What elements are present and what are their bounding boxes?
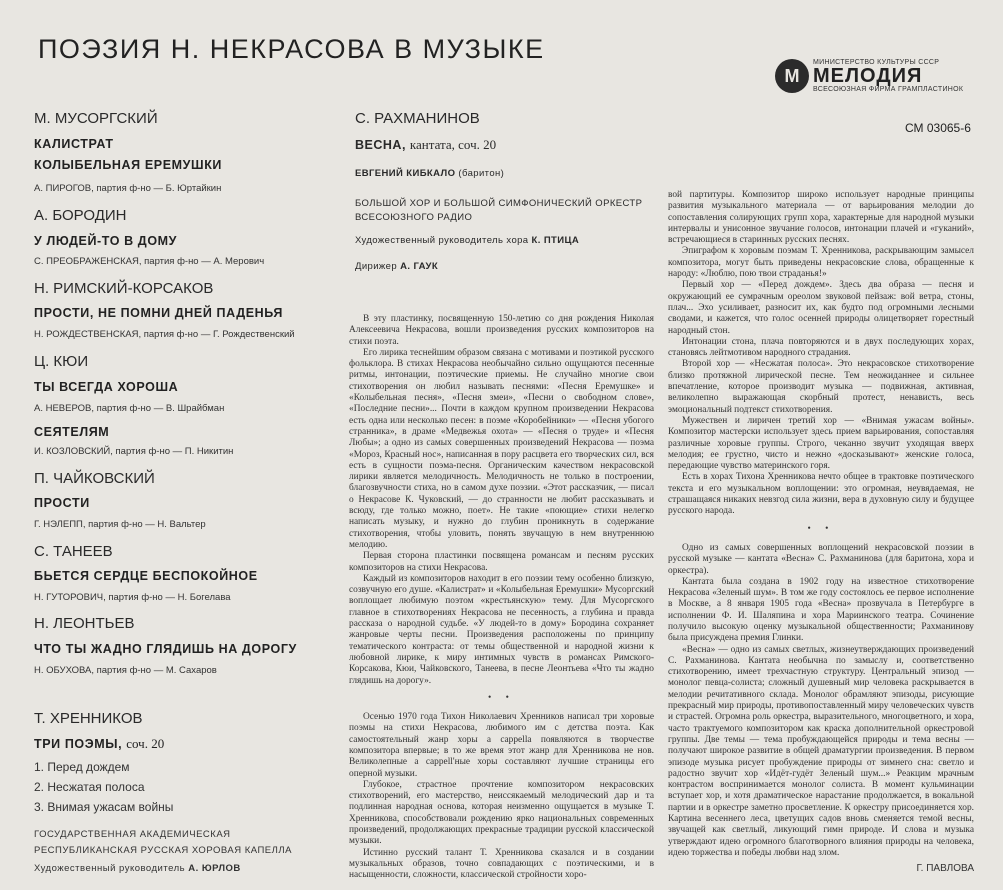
- soloist-line: ЕВГЕНИЙ КИБКАЛО (баритон): [355, 168, 505, 179]
- section-divider: • •: [807, 523, 835, 534]
- section-divider: • •: [488, 692, 515, 703]
- choir-director: Художественный руководитель А. ЮРЛОВ: [34, 863, 241, 874]
- annotation-column-1: В эту пластинку, посвященную 150-летию со дня рождения Николая Алексеевича Некрасова, вошли произведения русских композиторов на стихи поэта. Его лирика теснейшим образом связана с мотивами и поэтикой русского фольклора. В стихах Некрасова необычайно сильно ощущаются песенные ритмы, интонации, поэтические приемы. Не случайно многие свои стихотворения он любил называть песнями: «Песня Еремушке» и «Колыбельная песня», «Песня змеи», «Песни о свободном слове», «Последние песни»... Почти в каждом крупном произведении Некрасова есть одна или несколько песен: в поэме «Коробейники» — «Песня убогого странника», в драме «Медвежья охота» — «Песня о труде» и «Песня Любы»; а одно из самых совершенных произведений Некрасова — поэма «Мороз, Красный нос», написанная в пору расцвета его творческих сил, вся есть в сущности поэма-песня. Органическим качеством некрасовской лирики является мелодичность. Мелодичность не только в построении, благозвучности стиха, но в самом духе поэзии. «Этот рассказчик, — писал о Некрасове К. Чуковский, — до странности не любит рассказывать и всюду, где только можно, поет». Не такие «поющие» стихи нелегко написать музыку, и нужно до глубин проникнуть в содержание стихотворения, чтобы уловить, понять звучащую в нем внутреннюю мелодию. Первая сторона пластинки посвящена романсам и песням русских композиторов на стихи Некрасова. Каждый из композиторов находит в его поэзии тему особенно близкую, созвучную его душе. «Калистрат» и «Колыбельная Еремушки» Мусоргский воплощает любимую поэтом «крестьянскую» тему. Для Мусоргского главное в стихотворениях Некрасова не песенность, а глубина и правда рассказа о народной судьбе. «У людей-то в дому» Бородина сохраняет жанровые черты песни. Произведения расположены по принципу тематического контраста: от темы общественной и народной жизни к любовной лирике, к миру интимных чувств в романсах Римского-Корсакова, Кюи, Чайковского, Танеева, в песне Леонтьева «Что ты жадно глядишь на дорогу». • • Осенью 1970 года Тихон Николаевич Хренников написал три хоровые поэмы на стихи Некрасова, любимого им с детства поэта. Как самостоятельный жанр хоры a cappella появляются в творчестве композитора впервые; в то же время этот жанр для Хренникова не нов. Великолепные a cappell'ные хоры составляют лучшие страницы его оперной музыки. Глубокое, страстное прочтение композитором некрасовских стихотворений, его мастерство, неиссякаемый мелодический дар и та подлинная народная основа, которая неизменно ощущается в музыке Т. Хренникова, способствовали рождению ярко национальных современных произведений, продолжающих прекрасные традиции русской классической музыки. Истинно русский талант Т. Хренникова сказался и в создании музыкальных образов, точно совпадающих с поэтическими, и в насыщенности, сложности, классической стройности хоро-: [349, 314, 654, 880]
- performer-line: И. КОЗЛОВСКИЙ, партия ф-но — П. Никитин: [34, 446, 234, 457]
- work-tri-poemy: ТРИ ПОЭМЫ, соч. 20: [34, 736, 165, 751]
- composer-rimsky-korsakov: Н. РИМСКИЙ-КОРСАКОВ: [34, 280, 214, 297]
- part-1: 1. Перед дождем: [34, 760, 130, 774]
- annotation-column-2: вой партитуры. Композитор широко использует народные принципы развития музыкального материала — от варьирования мелодии до сопоставления солирующих групп хора, характерные для народной музыки интервалы и унисонное звучание голосов, интонации плачей и «гуканий», встречающиеся в старинных русских песнях. Эпиграфом к хоровым поэмам Т. Хренникова, раскрывающим замысел композитора, могут быть приведены некрасовские слова, обращенные к народу: «Люблю, пою твои страданья!» Первый хор — «Перед дождем». Здесь два образа — песня и окружающий ее сумрачным ореолом звуковой пейзаж: вой ветра, стоны, плач... Эхо усиливает, разносит их, как будто под огромными лесными сводами, и кажется, что голос осенней природы олицетворяет горестный народный стон. Интонации стона, плача повторяются и в двух последующих хорах, становясь лейтмотивом народного страдания. Второй хор — «Несжатая полоса». Это некрасовское стихотворение близко протяжной лирической песне. Тем неожиданнее и сильнее впечатление, которое производит музыка — подвижная, активная, великолепно выражающая скорбный протест, ненависть, весь эмоциональный подтекст стихотворения. Мужествен и лиричен третий хор — «Внимая ужасам войны». Композитор мастерски использует здесь прием варьирования, сопоставляя различные хоровые группы. Строго, чеканно звучит уходящая вверх мелодия; ее грустно, чисто и нежно «досказывают» женские голоса, передающие чувство материнского горя. Есть в хорах Тихона Хренникова нечто общее в трактовке поэтического текста и его музыкальном воплощении: это огромная, неувядаемая, не страшащаяся никаких невзгод сила жизни, вера в духовную силу и будущее русского народа. • • Одно из самых совершенных воплощений некрасовской поэзии в русской музыке — кантата «Весна» С. Рахманинова (для баритона, хора и оркестра). Кантата была создана в 1902 году на известное стихотворение Некрасова «Зеленый шум». В том же году состоялось ее первое исполнение в Москве, а 8 января 1905 года «Весна» прозвучала в Петербурге в исполнении Ф. И. Шаляпина и хора Мариинского театра. Сочинение получило высокую оценку музыкальной общественности; Рахманинову была присуждена премия Глинки. «Весна» — одно из самых светлых, жизнеутверждающих произведений С. Рахманинова. Кантата необычна по замыслу и, соответственно стихотворению, имеет трехчастную структуру. Центральный эпизод — монолог певца-солиста; сложный душевный мир человека раскрывается в мелодии речитативного склада. Монолог обрамляют эпизоды, рисующие прекрасный мир природы, противопоставленный миру человеческих чувств и страстей. Огромна роль оркестра, выразительного, многоцветного, и хора, часто трактуемого композитором как краска дополнительной оркестровой группы. Две темы — тема пробуждающейся природы и тема весны — получают широкое развитие в общей драматургии произведения. В первом эпизоде музыка рисует пробуждение природы от зимнего сна: светло и радостно звучит хор «Идёт-гудёт Зеленый шум...» Реакцим мрачным контрастом воспринимается монолог солиста. В момент кульминации вступает хор, и хотя драматическое нарастание продолжается, в вокальной партии и в оркестре заметно просветление. К оркестру присоединяется хор. Картина весеннего леса, цветущих садов вновь сменяется темой весны, звучащей как светлый, ликующий гимн природе. И слова и музыка утверждают идею огромного благотворного влияния природы на человека, идею торжества и победы любви над злом. Г. ПАВЛОВА: [668, 190, 974, 875]
- logo-ministry: МИНИСТЕРСТВО КУЛЬТУРЫ СССР: [813, 59, 940, 66]
- work-seyatelyam: СЕЯТЕЛЯМ: [34, 425, 110, 439]
- logo-firm: ВСЕСОЮЗНАЯ ФИРМА ГРАМПЛАСТИНОК: [813, 86, 964, 93]
- work-prosti-ne-pomni: ПРОСТИ, НЕ ПОМНИ ДНЕЙ ПАДЕНЬЯ: [34, 306, 283, 320]
- choir-director-line: Художественный руководитель хора К. ПТИЦА: [355, 235, 580, 246]
- rachmaninov-block: [355, 110, 480, 127]
- author-signature: Г. ПАВЛОВА: [916, 863, 974, 875]
- composer-cui: Ц. КЮИ: [34, 353, 89, 370]
- part-3: 3. Внимая ужасам войны: [34, 800, 174, 814]
- composer-leontyev: Н. ЛЕОНТЬЕВ: [34, 615, 135, 632]
- logo-brand: МЕЛОДИЯ: [813, 65, 923, 87]
- performer-line: Н. ОБУХОВА, партия ф-но — М. Сахаров: [34, 665, 217, 676]
- orchestra-line-2: ВСЕСОЮЗНОГО РАДИО: [355, 212, 473, 223]
- melodiya-emblem-icon: М: [775, 59, 809, 93]
- composer-mussorgsky: М. МУСОРГСКИЙ: [34, 110, 158, 127]
- composer-tchaikovsky: П. ЧАЙКОВСКИЙ: [34, 470, 155, 487]
- performer-line: Г. НЭЛЕПП, партия ф-но — Н. Вальтер: [34, 519, 206, 530]
- catalog-number: СМ 03065-6: [905, 121, 971, 135]
- composer-borodin: А. БОРОДИН: [34, 207, 127, 224]
- melodiya-logo: [775, 55, 975, 97]
- work-ty-vsegda: ТЫ ВСЕГДА ХОРОША: [34, 380, 179, 394]
- part-2: 2. Несжатая полоса: [34, 780, 145, 794]
- composer-khrennikov: Т. ХРЕННИКОВ: [34, 710, 143, 727]
- performer-line: С. ПРЕОБРАЖЕНСКАЯ, партия ф-но — А. Мерович: [34, 256, 265, 267]
- composer-taneyev: С. ТАНЕЕВ: [34, 543, 113, 560]
- performer-line: Н. РОЖДЕСТВЕНСКАЯ, партия ф-но — Г. Рождественский: [34, 329, 295, 340]
- work-vesna: ВЕСНА, кантата, соч. 20: [355, 137, 497, 152]
- work-kalistrat: КАЛИСТРАТ: [34, 137, 114, 151]
- performer-line: Н. ГУТОРОВИЧ, партия ф-но — Н. Богелава: [34, 592, 231, 603]
- work-chto-ty-zhadno: ЧТО ТЫ ЖАДНО ГЛЯДИШЬ НА ДОРОГУ: [34, 642, 297, 656]
- performer-line: А. ПИРОГОВ, партия ф-но — Б. Юртайкин: [34, 183, 222, 194]
- performer-line: А. НЕВЕРОВ, партия ф-но — В. Шрайбман: [34, 403, 225, 414]
- work-byetsya-serdtse: БЬЕТСЯ СЕРДЦЕ БЕСПОКОЙНОЕ: [34, 569, 258, 583]
- work-u-lyudey: У ЛЮДЕЙ-ТО В ДОМУ: [34, 234, 178, 248]
- work-prosti: ПРОСТИ: [34, 496, 90, 510]
- choir-line-2: РЕСПУБЛИКАНСКАЯ РУССКАЯ ХОРОВАЯ КАПЕЛЛА: [34, 845, 292, 856]
- work-kolybelnaya: КОЛЫБЕЛЬНАЯ ЕРЕМУШКИ: [34, 158, 223, 172]
- composer-rachmaninov: С. РАХМАНИНОВ: [355, 110, 480, 127]
- orchestra-line-1: БОЛЬШОЙ ХОР И БОЛЬШОЙ СИМФОНИЧЕСКИЙ ОРКЕСТР: [355, 198, 643, 209]
- choir-line-1: ГОСУДАРСТВЕННАЯ АКАДЕМИЧЕСКАЯ: [34, 829, 231, 840]
- page-title: ПОЭЗИЯ Н. НЕКРАСОВА В МУЗЫКЕ: [38, 34, 545, 64]
- conductor-line: Дирижер А. ГАУК: [355, 261, 439, 272]
